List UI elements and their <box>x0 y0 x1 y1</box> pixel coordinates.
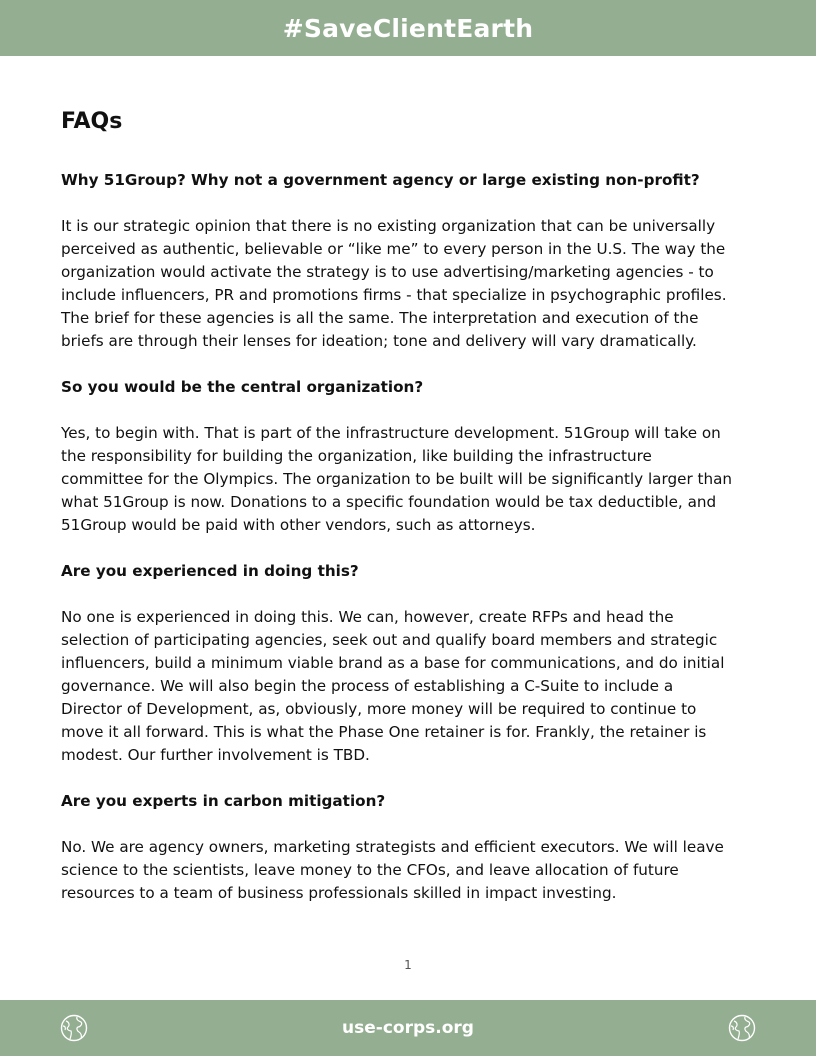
faq-answer-line: The brief for these agencies is all the same. The interpretation and execution of the <box>61 309 699 327</box>
faq-answer-line: perceived as authentic, believable or “like me” to every person in the U.S. The way the <box>61 240 726 258</box>
faq-list <box>61 169 761 905</box>
faq-answer-line: the responsibility for building the organization, like building the infrastructure <box>61 447 652 465</box>
faq-question: Are you experienced in doing this? <box>61 562 359 580</box>
faq-answer-line: It is our strategic opinion that there is no existing organization that can be universally <box>61 217 716 235</box>
faq-answer-line: No one is experienced in doing this. We can, however, create RFPs and head the <box>61 608 674 626</box>
faq-answer-line: include influencers, PR and promotions firms - that specialize in psychographic profiles. <box>61 286 727 304</box>
faq-answer-line: move it all forward. This is what the Phase One retainer is for. Frankly, the retainer is <box>61 723 707 741</box>
faq-item <box>61 790 761 905</box>
faq-answer-line: influencers, build a minimum viable brand as a base for communications, and do initial <box>61 654 725 672</box>
header-title: #SaveClientEarth <box>282 13 534 43</box>
document-body <box>61 108 761 928</box>
footer-url[interactable]: use-corps.org <box>342 1018 474 1038</box>
faq-answer-line: 51Group would be paid with other vendors, such as attorneys. <box>61 516 536 534</box>
globe-icon <box>60 1014 88 1042</box>
faq-answer <box>61 836 761 905</box>
faq-answer-line: selection of participating agencies, seek out and qualify board members and strategic <box>61 631 718 649</box>
faq-answer <box>61 422 761 537</box>
faq-answer-line: committee for the Olympics. The organization to be built will be significantly larger than <box>61 470 733 488</box>
faq-answer-line: Director of Development, as, obviously, more money will be required to continue to <box>61 700 697 718</box>
faq-answer-line: governance. We will also begin the process of establishing a C-Suite to include a <box>61 677 674 695</box>
faq-item <box>61 169 761 353</box>
globe-icon <box>728 1014 756 1042</box>
faq-answer-line: resources to a team of business professionals skilled in impact investing. <box>61 884 617 902</box>
faq-answer-line: organization would activate the strategy is to use advertising/marketing agencies - to <box>61 263 714 281</box>
faq-answer <box>61 215 761 353</box>
faq-answer-line: modest. Our further involvement is TBD. <box>61 746 370 764</box>
faq-answer-line: what 51Group is now. Donations to a specific foundation would be tax deductible, and <box>61 493 717 511</box>
faq-answer-line: science to the scientists, leave money to the CFOs, and leave allocation of future <box>61 861 679 879</box>
page-title: FAQs <box>61 109 123 134</box>
faq-answer-line: briefs are through their lenses for ideation; tone and delivery will vary dramatically. <box>61 332 697 350</box>
page-number: 1 <box>404 958 412 972</box>
faq-question: So you would be the central organization? <box>61 378 424 396</box>
page-header <box>0 0 816 56</box>
faq-item <box>61 376 761 537</box>
faq-item <box>61 560 761 767</box>
faq-answer-line: No. We are agency owners, marketing strategists and efficient executors. We will leave <box>61 838 724 856</box>
page-footer <box>0 1000 816 1056</box>
faq-question: Are you experts in carbon mitigation? <box>61 792 386 810</box>
faq-question: Why 51Group? Why not a government agency or large existing non-profit? <box>61 171 700 189</box>
faq-answer <box>61 606 761 767</box>
faq-answer-line: Yes, to begin with. That is part of the infrastructure development. 51Group will take on <box>61 424 721 442</box>
